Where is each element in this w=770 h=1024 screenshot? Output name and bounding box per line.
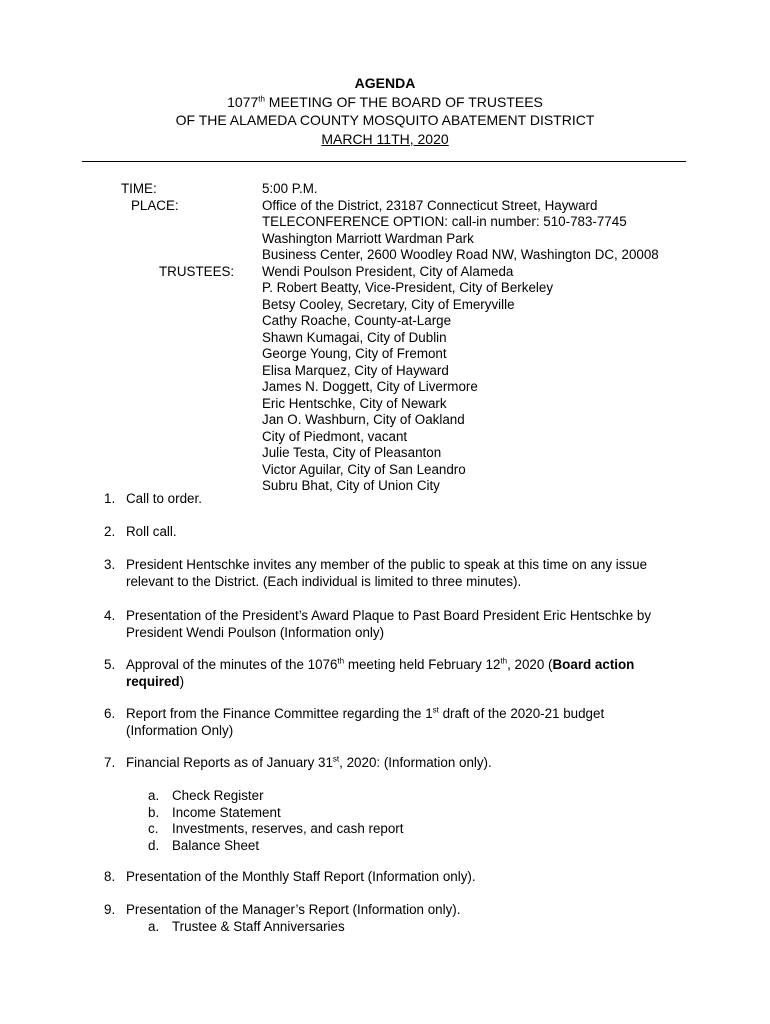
time-row [0,181,770,198]
trustee-entry: Eric Hentschke, City of Newark [262,395,447,411]
item-number: 5. [104,657,116,672]
ordinal-suffix: th [337,656,345,666]
ordinal-suffix: st [332,754,340,764]
trustee-row [0,445,770,462]
trustee-entry: George Young, City of Fremont [262,346,447,361]
trustee-entry: Jan O. Washburn, City of Oakland [262,412,465,427]
item-line [126,706,686,723]
time-value: 5:00 P.M. [262,181,318,196]
sub-item-text: Income Statement [172,804,281,820]
teleconference-line: TELECONFERENCE OPTION: call-in number: 510-783-7745 [262,214,627,229]
sub-item [0,821,770,838]
item-line: President Wendi Poulson (Information only) [126,624,385,640]
trustee-row [0,412,770,429]
trustee-row [0,379,770,396]
meeting-number: 1077 [227,93,259,110]
ordinal-suffix: st [432,705,439,715]
item-text: Presentation of the Monthly Staff Report (Information only). [126,869,476,884]
sub-item [0,838,770,855]
sub-item-text: Check Register [172,788,264,803]
item-text [126,657,686,690]
trustee-entry: Julie Testa, City of Pleasanton [262,445,442,460]
sub-item-letter: b. [148,804,160,820]
place-line: Washington Marriott Wardman Park [262,230,474,246]
trustee-row [0,264,770,281]
place-line: Office of the District, 23187 Connecticut Street, Hayward [262,197,598,213]
time-label: TIME: [121,181,157,196]
item-number: 9. [104,902,116,917]
trustee-row [0,429,770,446]
item-number: 3. [104,557,116,572]
sub-item-text: Balance Sheet [172,837,260,853]
place-row [0,247,770,264]
item-line: relevant to the District. (Each individual is limited to three minutes). [126,573,522,589]
trustee-row [0,396,770,413]
trustee-row [0,280,770,297]
item-number: 2. [104,524,116,539]
item-number: 6. [104,706,116,721]
item-text: Presentation of the Manager’s Report (Information only). [126,902,461,917]
trustee-entry: James N. Doggett, City of Livermore [262,379,478,394]
district-name: OF THE ALAMEDA COUNTY MOSQUITO ABATEMENT DISTRICT [175,112,595,128]
item-fragment: meeting held February 12 [344,657,501,672]
item-text [126,706,686,739]
item-fragment: ) [179,673,185,689]
item-text: Call to order. [126,491,202,506]
item-fragment: , 2020 ( [507,657,553,672]
item-text [126,755,686,772]
trustee-entry: P. Robert Beatty, Vice-President, City of Berkeley [262,280,554,295]
item-fragment: Approval of the minutes of the 1076 [126,657,338,672]
trustee-entry: Elisa Marquez, City of Hayward [262,362,449,378]
sub-item-letter: d. [148,837,160,853]
trustee-row [0,313,770,330]
item-text: Roll call. [126,524,177,539]
sub-item-letter: c. [148,821,159,836]
place-row [0,231,770,248]
agenda-header [0,74,770,148]
trustees-label: TRUSTEES: [159,263,235,279]
sub-item [0,788,770,805]
item-fragment: Financial Reports as of January 31 [126,755,333,770]
board-action-label: Board action [552,657,635,672]
meeting-date: MARCH 11TH, 2020 [321,130,449,147]
agenda-title: AGENDA [354,75,416,91]
meeting-title: MEETING OF THE BOARD OF TRUSTEES [264,93,543,110]
trustee-row [0,363,770,380]
trustee-entry: Wendi Poulson President, City of Alameda [262,263,514,279]
item-number: 1. [104,491,116,506]
item-fragment: Report from the Finance Committee regarding the 1 [126,706,433,721]
trustee-entry: Shawn Kumagai, City of Dublin [262,329,447,345]
header-divider [82,161,686,162]
place-line: Business Center, 2600 Woodley Road NW, Washington DC, 20008 [262,247,659,262]
sub-item-text: Trustee & Staff Anniversaries [172,918,345,934]
trustee-entry: Betsy Cooley, Secretary, City of Emeryville [262,296,515,312]
item-number: 4. [104,608,116,623]
place-row [0,198,770,215]
trustee-row [0,346,770,363]
item-number: 8. [104,869,116,884]
item-line [126,657,686,674]
item-text [126,557,686,590]
trustee-entry: Cathy Roache, County-at-Large [262,313,452,328]
meeting-number-suffix: th [258,93,265,103]
ordinal-suffix: th [500,656,508,666]
sub-item-letter: a. [148,918,160,934]
trustee-entry: Subru Bhat, City of Union City [262,478,440,493]
trustee-row [0,297,770,314]
sub-item [0,919,770,936]
item-fragment: , 2020: (Information only). [339,755,492,770]
place-row [0,214,770,231]
sub-item-text: Investments, reserves, and cash report [172,821,404,836]
trustee-row [0,330,770,347]
item-text [126,608,686,641]
required-label: required [126,673,180,689]
trustee-entry: Victor Aguilar, City of San Leandro [262,461,466,477]
sub-item [0,805,770,822]
item-line: Presentation of the President’s Award Plaque to Past Board President Eric Hentschke by [126,608,652,623]
trustee-entry: City of Piedmont, vacant [262,428,408,444]
item-line: President Hentschke invites any member of the public to speak at this time on any issue [126,557,648,572]
item-fragment: draft of the 2020-21 budget [438,706,605,721]
item-line: (Information Only) [126,722,234,738]
sub-item-letter: a. [148,788,160,803]
item-line [126,674,686,691]
item-number: 7. [104,755,116,770]
trustee-row [0,462,770,479]
place-label: PLACE: [131,197,179,213]
meeting-line [0,93,770,112]
